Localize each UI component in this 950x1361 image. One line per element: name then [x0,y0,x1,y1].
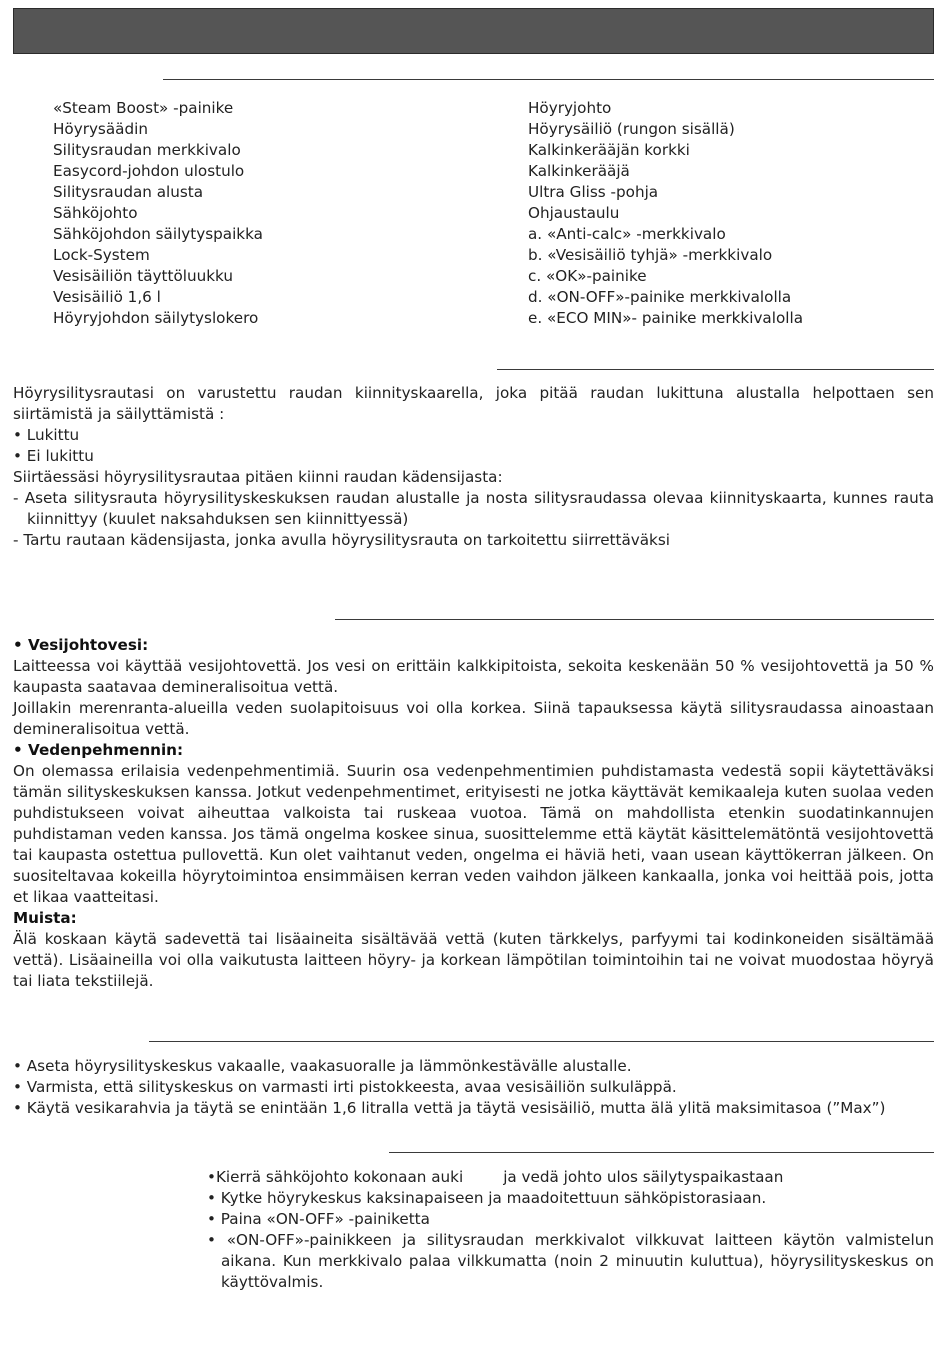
component-item: b. «Vesisäiliö tyhjä» -merkkivalo [528,246,773,264]
fill-step-2 [13,1077,934,1098]
component-item: Höyrysäädin [53,120,148,138]
component-item: Silitysraudan alusta [53,183,204,201]
bullet-text: Kytke höyrykeskus kaksinapaiseen ja maadoitettuun sähköpistorasiaan. [220,1189,767,1207]
component-item: Kalkinkerääjä [528,162,630,180]
dash-text: Aseta silitysrauta höyrysilityskeskuksen raudan alustalle ja nosta silitysraudassa olevaa kiinnityskaarta, kunnes rauta kiinnittyy (kuulet naksahduksen sen kiinnittyessä) [24,489,935,528]
bullet-text: Käytä vesikarahvia ja täytä se enintään 1,6 litralla vettä ja täytä vesisäiliö, mutta älä ylitä maksimitasoa (”Max”) [26,1099,886,1117]
bullet-unlocked [13,446,934,467]
fill-step-1 [13,1056,934,1077]
bullet-text: «ON-OFF»-painikkeen ja silitysraudan merkkivalot vilkkuvat laitteen käytön valmistelun aikana. Kun merkkivalo palaa vilkkumatta (noin 2 minuutin kuluttua), höyrysilityskeskus on käyttövalmis. [221,1231,934,1291]
carry-intro-text: Siirtäessäsi höyrysilitysrautaa pitäen kiinni raudan kädensijasta: [13,468,503,486]
bullet-mark: • [13,1078,22,1096]
bullet-text: Paina «ON-OFF» -painiketta [220,1210,430,1228]
bullet-text: Varmista, että silityskeskus on varmasti irti pistokkeesta, avaa vesisäiliön sulkuläppä. [26,1078,677,1096]
water-heading-softener [13,740,934,761]
heading-text: Muista: [13,909,77,927]
component-item: Ohjaustaulu [528,204,620,222]
section-divider-components [163,79,934,80]
section-header-bar [13,8,934,54]
section-divider-lock [497,369,934,370]
water-remember-text: Älä koskaan käytä sadevettä tai lisäaineita sisältävää vettä (kuten tärkkelys, parfyymi tai kodinkoneiden sisältämää vettä). Lisäaineilla voi olla vaikutusta laitteen höyry- ja korkean lämpötilan toimintoihin tai ne voivat muodostaa höyryä tai liata tekstiilejä. [13,930,934,990]
component-item: Vesisäiliö 1,6 l [53,288,161,306]
component-item: Höyryjohdon säilytyslokero [53,309,259,327]
heading-text: Vedenpehmennin: [28,741,184,759]
component-item: Kalkinkerääjän korkki [528,141,690,159]
bullet-mark: • [207,1189,216,1207]
bullet-text: Ei lukittu [26,447,94,465]
lock-system-section [13,383,934,551]
bullet-locked [13,425,934,446]
start-step-2 [207,1188,934,1209]
bullet-mark: • [13,447,22,465]
component-item: e. «ECO MIN»- painike merkkivalolla [528,309,803,327]
component-item: Easycord-johdon ulostulo [53,162,245,180]
component-item: «Steam Boost» -painike [53,99,234,117]
bullet-mark: • [13,741,23,759]
section-divider-water [335,619,934,620]
bullet-mark: • [13,636,23,654]
bullet-mark: • [207,1210,216,1228]
component-item: Silitysraudan merkkivalo [53,141,241,159]
bullet-text: Aseta höyrysilityskeskus vakaalle, vaakasuoralle ja lämmönkestävälle alustalle. [26,1057,632,1075]
bullet-mark: • [207,1168,216,1186]
bullet-text: Lukittu [26,426,80,444]
water-heading-tap [13,635,934,656]
water-heading-remember [13,908,934,929]
carry-step-2 [13,530,934,551]
component-item: Vesisäiliön täyttöluukku [53,267,233,285]
fill-section [13,1056,934,1119]
water-tap-text: Laitteessa voi käyttää vesijohtovettä. Jos vesi on erittäin kalkkipitoista, sekoita keskenään 50 % vesijohtovettä ja 50 % kaupasta saatavaa demineralisoitua vettä. [13,657,934,696]
component-item: Sähköjohdon säilytyspaikka [53,225,263,243]
start-section [207,1167,934,1293]
dash-mark: - [13,531,19,549]
dash-text: Tartu rautaan kädensijasta, jonka avulla höyrysilitysrauta on tarkoitettu siirrettäväksi [23,531,670,549]
water-softener-text: On olemassa erilaisia vedenpehmentimiä. Suurin osa vedenpehmentimien puhdistamasta vedestä sopii käytettäväksi tämän silityskeskuksen kanssa. Jotkut vedenpehmentimet, erityisesti ne jotka käyttävät kemikaaleja kuten suolaa veden puhdistukseen voivat aiheuttaa valkoista tai ruskeaa vuotoa. Tämä on mahdollista etenkin suodatinkannujen puhdistaman veden kanssa. Jos tämä ongelma koskee sinua, suosittelemme että käytät käsittelemätöntä vesijohtovettä tai kaupasta ostettua pullovettä. Kun olet vaihtanut veden, ongelma ei häviä heti, vaan usean käyttökerran jälkeen. On suositeltavaa kokeilla höyrytoimintoa ensimmäisen kerran veden vaihdon jälkeen kankaalla, jonka voi heittää pois, jotta et likaa vaatteitasi. [13,762,934,906]
dash-mark: - [13,489,19,507]
component-item: Lock-System [53,246,150,264]
section-divider-fill [149,1041,934,1042]
component-item: a. «Anti-calc» -merkkivalo [528,225,726,243]
fill-step-3 [13,1098,934,1119]
bullet-mark: • [13,1099,22,1117]
bullet-mark: • [13,426,22,444]
heading-text: Vesijohtovesi: [28,636,149,654]
start-step-1 [207,1167,934,1188]
components-list-right [528,98,928,329]
bullet-mark: • [13,1057,22,1075]
components-list-left [53,98,483,329]
component-item: c. «OK»-painike [528,267,647,285]
bullet-text: Kierrä sähköjohto kokonaan auki [215,1168,464,1186]
lock-intro-text: Höyrysilitysrautasi on varustettu raudan kiinnityskaarella, joka pitää raudan lukittuna alustalla helpottaen sen siirtämistä ja säilyttämistä : [13,384,934,423]
section-divider-start [389,1152,934,1153]
water-section [13,635,934,992]
carry-step-1 [13,488,934,530]
start-step-4 [207,1230,934,1293]
start-step-3 [207,1209,934,1230]
water-coastal-text: Joillakin merenranta-alueilla veden suolapitoisuus voi olla korkea. Siinä tapauksessa käytä silitysraudassa ainoastaan demineralisoitua vettä. [13,699,934,738]
component-item: Höyryjohto [528,99,612,117]
bullet-mark: • [207,1231,216,1249]
component-item: Höyrysäiliö (rungon sisällä) [528,120,735,138]
component-item: Sähköjohto [53,204,138,222]
component-item: d. «ON-OFF»-painike merkkivalolla [528,288,792,306]
component-item: Ultra Gliss -pohja [528,183,659,201]
bullet-text: ja vedä johto ulos säilytyspaikastaan [503,1168,784,1186]
